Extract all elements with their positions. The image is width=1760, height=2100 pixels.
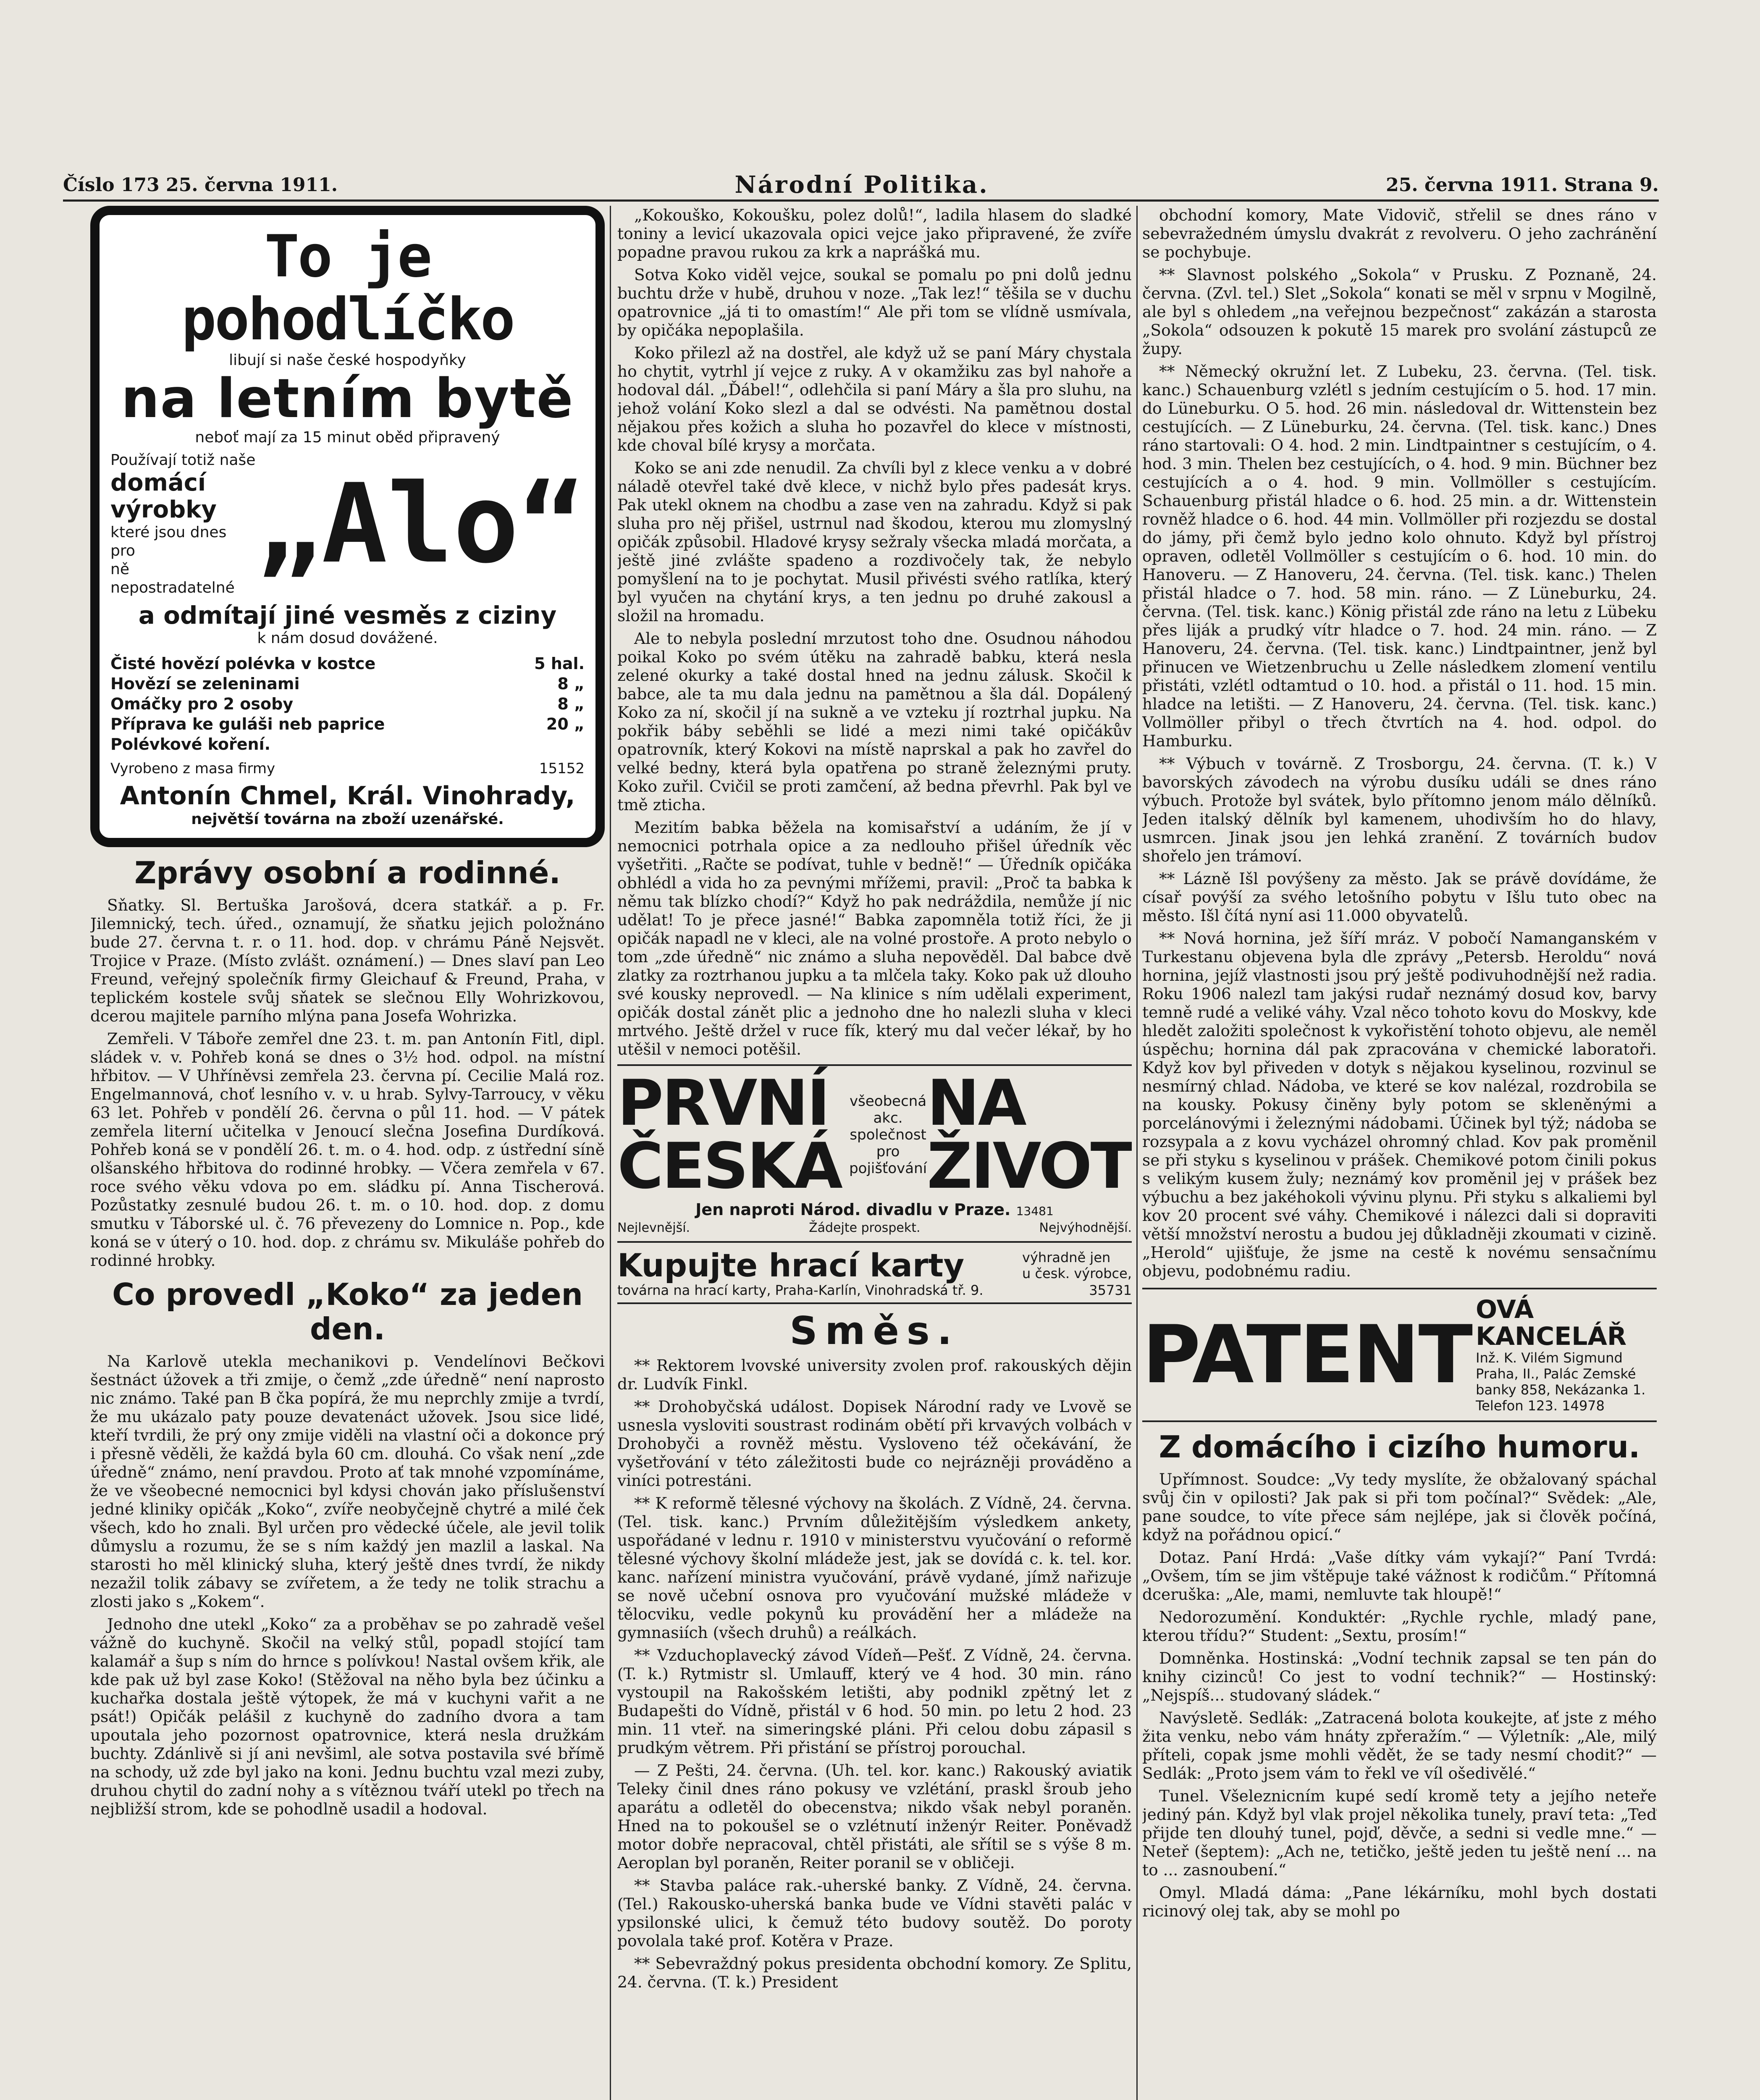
column-rule [1136,206,1138,2100]
header-masthead: Národní Politika. [734,171,989,199]
ad-patent [1142,1288,1657,1422]
section-body-osobni [90,896,605,1270]
ad3-line-row [617,1282,1132,1298]
price-row [110,714,585,734]
price-item: Polévkové koření. [110,735,271,753]
ad4-line: banky 858, Nekázanka 1. [1476,1382,1646,1398]
ad4-number: 14978 [1562,1398,1605,1414]
price-item: Omáčky pro 2 osoby [110,695,294,713]
ad2-mid-line: společnost [850,1126,926,1143]
paragraph: „Kokouško, Kokoušku, polez dolů!“, ladila hlasem do sladké toniny a levicí ukazovala opici vejce jako připravené, že zvíře popadne pravou rukou za krk a naprášká mu. [617,206,1132,261]
section-heading-smes: Směs. [790,1308,960,1353]
paragraph: ** Slavnost polského „Sokola“ v Prusku. Z Poznaně, 24. června. (Zvl. tel.) Slet „Sokola“ konati se měl v srpnu v Mogilně, ale byl s ohledem „na veřejnou bezpečnost“ zakázán a starosta „Sokola“ odsouzen k pokutě 15 marek pro svolání zástupců ze župy. [1142,265,1657,358]
ad-price-list [110,654,585,754]
paragraph: ** Německý okružní let. Z Lubeku, 23. června. (Tel. tisk. kanc.) Schauenburg vzlétl s jedním cestujícím o 5. hod. 17 min. do Lüneburku. O 5. hod. 26 min. následoval dr. Wittenstein bez cestujících. — Z Lüneburku, 24. června. (Tel. tisk. kanc.) Dnes ráno startovali: O 4. hod. 2 min. Lindtpaintner s cestujícím, o 4. hod. 3 min. Thelen bez cestujících, o 4. hod. 9 min. Büchner bez cestujících a o 4. hod. 9 min. Vollmöller s cestujícím. Schauenburg přistál hladce o 6. hod. 25 min. a dr. Wittenstein rovněž hladce o 6. hod. 44 min. Vollmöller při rozjezdu se dostal do jámy, při čemž bylo jedno kolo ohnuto. Když byl přístroj opraven, odletěl Vollmöller s cestujícím o 6. hod. 10 min. do Hanoveru. — Z Hanoveru, 24. června. (Tel. tisk. kanc.) Thelen přistál hladce o 7. hod. 58 min. ráno. — Z Lüneburku, 24. června. (Tel. tisk. kanc.) König přistál zde ráno na letu z Lübeku přes liják a prudký vítr hladce o 7. hod. 24 min. ráno. — Z Hanoveru, 24. června. (Tel. tisk. kanc.) Lindtpaintner, jenž byl přinucen ve Wietzenbruchu u Zelle následkem zlomení ventilu přistáti, vzlétl odtamtud o 10. hod. a přistál o 11. hod. 15 min. hladce na letišti. — Z Hanoveru, 24. června. (Tel. tisk. kanc.) Vollmöller přibyl o třech čtvrtích na 4. hod. odpol. do Hamburku. [1142,362,1657,750]
ad2-right: NA ŽIVOT [927,1067,1132,1203]
paragraph: Tunel. Všeleznicním kupé sedí kromě tety a jejího neteře jediný pán. Když byl vlak projel několika tunely, praví teta: „Teď přijde ten dlouhý tunel, pojď, děvče, a sedni si vedle mne.“ — Neteř (šeptem): „Ach ne, tetičko, ještě jeden tu ještě není ... na to ... zasnoubení.“ [1142,1787,1657,1879]
paragraph: Na Karlově utekla mechanikovi p. Vendelínovi Bečkovi šestnáct úžovek a tři zmije, o čemž „zde úředně“ není naprosto nic známo. Také pan B čka popírá, že mu neprchly zmije a tvrdí, že mu ukázalo paty pouze devatenáct užovek. Jsou sice lidé, kteří tvrdili, že prý ony zmije viděli na vlastní oči a dokonce prý i přesně věděli, že každá byla 60 cm. dlouhá. Co však není „zde úředně“ známo, není pravdou. Proto ať tak mnohé vzpomínáme, že ve všeobecné nemocnici byl kdysi chován jako příslušenství jedné kliniky opičák „Koko“, zvíře neobyčejně chytré a milé ček všech, kdo ho znali. Byl určen pro vědecké účele, ale jevil tolik důmyslu a rozumu, že se s ním každý jen mazlil a laskal. Na starosti ho měl klinický sluha, který ještě dnes tvrdí, že nikdy nezažil tolik zábavy se zvířetem, a že tedy ne tolik strachu a zlosti jako s „Kokem“. [90,1352,605,1611]
paragraph: Ale to nebyla poslední mrzutost toho dne. Osudnou náhodou poikal Koko po svém útěku na zahradě babku, která nesla zelené okurky a také dostal hned na jednu zálusk. Skočil k babce, ale ta mu dala jednu na pamětnou a šla dál. Dopálený Koko za ní, skočil jí na sukně a ve vzteku jí roztrhal jupku. Na pokřik báby seběhli se lidé a mezi nimi také opičákův opatrovník, který Kokovi na místě naprskal a pak ho zavřel do velké bedny, která byla opatřena po straně železnými pruty. Koko zuřil. Cvičil se proti zamčení, až bedna převrhl. Pak byl ve tmě zticha. [617,629,1132,814]
ad-big-line: na letním bytě [121,368,574,430]
section-body-koko [90,1352,605,1818]
paragraph: Sotva Koko viděl vejce, soukal se pomalu po pni dolů jednu buchtu drže v hubě, druhou v noze. „Tak lez!“ těšila se v duchu opatrovnice „já ti to omastím!“ Ale při tom se vlídně usmívala, by opičáka nepoplašila. [617,265,1132,339]
ad2-mid-line: všeobecná akc. [850,1093,927,1126]
ad2-foot-left: Nejlevnější. [617,1221,690,1235]
ad2-foot [617,1221,1132,1235]
paragraph: ** Lázně Išl povýšeny za město. Jak se právě dovídáme, že císař povýší za svého letošního pobytu v Išlu tuto obec na město. Išl čítá nyní asi 11.000 obyvatelů. [1142,869,1657,925]
price-value: 8 „ [557,695,585,713]
column-2 [617,206,1132,2100]
section-heading-koko: Co provedl „Koko“ za jeden den. [112,1277,583,1347]
paragraph: ** Sebevraždný pokus presidenta obchodní komory. Ze Splitu, 24. června. (T. k.) President [617,1954,1132,1991]
paragraph: ** Výbuch v továrně. Z Trosborgu, 24. června. (T. k.) V bavorských závodech na výrobu dusíku událi se dnes ráno výbuch. Protože byl svátek, bylo přítomno jenom málo dělníků. Jeden italský dělník byl kamenem, uhodivším ho do hlavy, usmrcen. Jinak jsou jen lehká zranění. Z továrních budov shořelo jen trámoví. [1142,754,1657,865]
ad-prvni-ceska [617,1064,1132,1243]
section-body-col3 [1142,206,1657,1280]
ad4-line [1476,1398,1657,1414]
paragraph: ** Stavba paláce rak.-uherské banky. Z Vídně, 24. června. (Tel.) Rakousko-uherská banka bude ve Vídni stavěti palác v ypsilonské ulici, k čemuž této budovy soutěž. Do poroty povolala také prof. Kotěra v Praze. [617,1876,1132,1950]
ad-brand-row [110,451,585,597]
ad2-middle [849,1093,927,1177]
ad-karty [617,1249,1132,1304]
paragraph: obchodní komory, Mate Vidovič, střelil se dnes ráno v sebevražedném úmyslu dvakrát z revolveru. O jeho zachránění se pochybuje. [1142,206,1657,261]
ad-line: k nám dosud dovážené. [257,630,438,647]
ad-maker: Antonín Chmel, Král. Vinohrady, [120,781,575,811]
ad-maker-sub: největší továrna na zboží uzenářské. [191,811,504,828]
paragraph: Omyl. Mladá dáma: „Pane lékárníku, mohl bych dostati ricinový olej tak, aby se mohl po [1142,1883,1657,1920]
paragraph: Jednoho dne utekl „Koko“ za a proběhav se po zahradě vešel vážně do kuchyně. Skočil na velký stůl, popadl stojící tam kalamář a šup s ním do hrnce s polívkou! Nastal ovšem křik, ale kde pak už byl zase Koko! (Stěžoval na něho byla bez účinku a kuchařka dostala ještě výtopek, že má v kuchyni vařit a ne psát!) Opičák pelášil z kuchyně do zadního dvora a tam upoutala jeho pozornost opatrovnice, která nesla družkám buchty. Zdánlivě si jí ani nevšiml, ale sotva postavila své břímě na schody, už zde byl jako na koni. Jednu buchtu vzal mezi zuby, druhou chytil do zadní nohy a s vítěznou tváří utekl po třech na nejbližší strom, kde se pohodlně usadil a hodoval. [90,1615,605,1818]
ad2-mid-line: pojišťování [849,1160,927,1177]
ad2-left: PRVNÍ ČESKÁ [617,1067,841,1203]
column-rule [610,206,611,2100]
ad-line: Používají totiž naše [110,452,256,469]
paragraph: Upřímnost. Soudce: „Vy tedy myslíte, že obžalovaný spáchal svůj čin v opilosti? Jak pak si při tom počínal?“ Svědek: „Ale, pane soudce, to víte přece sám nejlépe, jak si člověk počíná, když na pořádnou opicí.“ [1142,1470,1657,1544]
header-issue: Číslo 173 25. června 1911. [63,174,338,196]
column-1 [90,206,605,2100]
paragraph: Nedorozumění. Konduktér: „Rychle rychle, mladý pane, kterou třídu?“ Student: „Sextu, prosím!“ [1142,1608,1657,1645]
paragraph: ** K reformě tělesné výchovy na školách. Z Vídně, 24. června. (Tel. tisk. kanc.) Prvním důležitějším výsledkem ankety, uspořádané v lednu r. 1910 v ministerstvu vyučování o reformě tělesné výchovy školní mládeže jest, jak se dovídá c. k. tel. kor. kanc. nařízení ministra vyučování, právě vydané, jímž nařizuje se nově učební osnova pro vyučování mužské mládeže v tělocviku, vedle pokynů ku provádění her a mládeže na gymnasiích (všech druhů) a reálkách. [617,1494,1132,1642]
ad-line: které jsou dnes pro [110,524,227,559]
price-row [110,734,585,754]
price-row [110,674,585,694]
section-heading-osobni: Zprávy osobní a rodinné. [134,855,561,890]
ad3-row [617,1249,1132,1282]
ad2-number: 13481 [1016,1204,1054,1218]
ad-line: neboť mají za 15 minut oběd připravený [195,429,500,446]
ad4-tail: OVÁ KANCELÁŘ [1476,1295,1627,1351]
ad2-foot-right: Nejvýhodnější. [1039,1221,1132,1235]
ad3-side-line: výhradně jen [1022,1250,1111,1265]
paragraph: Dotaz. Paní Hrdá: „Vaše dítky vám vykají?“ Paní Tvrdá: „Ovšem, tím se jim vštěpuje také vážnost k rodičům.“ Přítomná dceruška: „Ale, mami, nemluvte tak hloupě!“ [1142,1548,1657,1604]
ad-brand-name: „Alo“ [256,461,585,588]
paragraph: ** Drohobyčská událost. Dopisek Národní rady ve Lvově se usnesla vysloviti soustrast rodinám obětí při krvavých volbách v Drohobyči a rovněž městu. Vysloveno též očekávání, že vyšetřování v této záležitosti bude co nejrázněji prováděno a viníci potrestáni. [617,1397,1132,1490]
ad-line: ně nepostradatelné [110,561,235,596]
ad4-phone: Telefon 123. [1476,1398,1558,1414]
ad3-line: továrna na hrací karty, Praha-Karlín, Vinohradská tř. 9. [617,1282,984,1298]
ad-made: Vyrobeno z masa firmy [110,760,275,777]
ad4-line: Praha, II., Palác Zemské [1476,1366,1636,1382]
price-row [110,654,585,674]
price-item: Čisté hovězí polévka v kostce [110,654,376,673]
paragraph: ** Nová hornina, jež šíří mráz. V pobočí Namanganském v Turkestanu objevena byla dle zprávy „Petersb. Heroldu“ nová hornina, jejíž vlastnosti jsou prý ještě podivuhodnější než radia. Roku 1906 nalezl tam jakýsi rudař neznámý dosud kov, barvy temně rudé a veliké váhy. Vzal něco tohoto kovu do Moskvy, kde hledět založiti společnost k vykořistění tohoto objevu, ale neměl úspěchu; hornina dál pak zpracována v chemické laboratoři. Když kov byl přiveden v dotyk s nějakou kyselinou, rozvinul se nesmírný chlad. Nádoba, ve které se kov nalézal, rozdrobila se na kousky. Pokusy činěny byly potom se skleněnými a porcelánovými i železnými nádobami. Účinek byl týž; nádoba se rozsypala a z kovu vycházel ohromný chlad. Kov pak proměnil se při styku s kyselinou v prášek. Chemikové potom činili pokus s velikým kusem žuly; neznámý kov proměnil jej v prášek bez výbuchu a bez jakéhokoli vývinu plynu. Při styku s alkaliemi byl kov 20 procent své váhy. Chemikové i nálezci dali si dopraviti větší množství nerostu a budou jej důkladněji zkoumati v cizině. „Herold“ ujišťuje, že jsme na cestě k novému sensačnímu objevu, podobnému radiu. [1142,929,1657,1280]
price-row [110,694,585,714]
page-header [63,170,1659,202]
ad-number: 15152 [539,760,585,777]
ad4-info [1476,1296,1657,1414]
ad2-mid-line: pro [876,1143,900,1160]
ad3-side [1022,1250,1132,1281]
ad3-side-line: u česk. výrobce, [1022,1265,1132,1281]
paragraph: ** Vzduchoplavecký závod Vídeň—Pešť. Z Vídně, 24. června. (T. k.) Rytmistr sl. Umlauff, který ve 4 hod. 30 min. ráno vystoupil na Rakošském letišti, aby podnikl zpětný let z Budapešti do Vídně, přistál v 6 hod. 50 min. po letu 2 hod. 23 min. 11 vteř. na simeringské pláni. Při celou dobu zápasil s prudkým větrem. Při přistání se přístroj porouchal. [617,1646,1132,1757]
paragraph: — Z Pešti, 24. června. (Uh. tel. kor. kanc.) Rakouský aviatik Teleky činil dnes ráno pokusy ve vzlétání, praskl šroub jeho aparátu a odletěl do obecenstva; nikdo však nebyl poraněn. Hned na to pokoušel se o vzlétnutí inženýr Reiter. Poněvadž motor dobře nepracoval, chtěl přistáti, ale sřítil se s výše 8 m. Aeroplan byl poraněn, Reiter poranil se v obličeji. [617,1761,1132,1872]
section-body-smes [617,1356,1132,1991]
paragraph: Zemřeli. V Táboře zemřel dne 23. t. m. pan Antonín Fitl, dipl. sládek v. v. Pohřeb koná se dnes o 3½ hod. odpol. na místní hřbitov. — V Uhříněvsi zemřela 23. června pí. Cecilie Malá roz. Engelmannová, choť lesního v. v. u hrab. Sylvy-Tarroucy, v věku 63 let. Pohřeb v pondělí 26. června o půl 11. hod. — V pátek zemřela literní učitelka v Jenoucí slečna Josefina Durdíková. Pohřeb koná se v pondělí 26. t. m. o 4. hod. odp. z ústřední síně olšanského hřbitova do rodinné hrobky. — Včera zemřela v 67. roce svého věku vdova po em. sládku pí. Anna Tischerová. Pozůstatky zesnulé budou 26. t. m. o 10. hod. dop. z domu smutku v Táborské ul. č. 76 převezeny do Lomnice n. Pop., kde koná se v úterý o 10. hod. dop. z chrámu sv. Mikuláše pohřeb do rodinné hrobky. [90,1029,605,1270]
paragraph: Koko se ani zde nenudil. Za chvíli byl z klece venku a v dobré náladě otevřel také dvě klece, v nichž bylo přes padesát krys. Pak utekl oknem na chodbu a zase ven na zahradu. Když si pak sluha pro něj přišel, ustrnul nad škodou, kterou mu zlomyslný opičák způsobil. Hladové krysy sežraly všecka mladá morčata, a ještě jiné zvlášte spadeno a rozdivočely tak, že nebylo pomyšlení na to je pochytat. Musil přivésti svého ratlíka, který byl vyučen na chytání krys, a ten jednu po druhé zakousl a složil na hromadu. [617,459,1132,625]
price-value: 5 hal. [534,654,585,673]
ad-pohodlicko [90,206,605,847]
paragraph: Sňatky. Sl. Bertuška Jarošová, dcera statkář. a p. Fr. Jilemnický, tech. úřed., oznamují, že sňatku jejich položnáno bude 27. června t. r. o 11. hod. dop. v chrámu Páně Nejsvět. Trojice v Praze. (Místo zvlášt. oznámení.) — Dnes slaví pan Leo Freund, veřejný společník firmy Gleichauf & Freund, Praha, v teplickém kostele svůj sňatek se slečnou Elly Wohrizkovou, dcerou majitele parního mlýna pana Josefa Wohrizka. [90,896,605,1025]
ad4-big: PATENT [1142,1308,1472,1401]
price-value: 8 „ [557,675,585,693]
ad-foot [110,760,585,777]
column-3 [1142,206,1657,2100]
price-value: 20 „ [546,715,585,733]
ad-line: libují si naše české hospodyňky [229,352,466,369]
ad2-row [617,1067,1132,1203]
header-page: 25. června 1911. Strana 9. [1386,174,1659,196]
section-heading-humor: Z domácího i cizího humoru. [1159,1429,1640,1465]
ad2-foot-mid: Žádejte prospekt. [809,1221,921,1235]
ad-brand-text [110,451,256,597]
paragraph: ** Rektorem lvovské university zvolen prof. rakouských dějin dr. Ludvík Finkl. [617,1356,1132,1393]
paragraph: Koko přilezl až na dostřel, ale když už se paní Máry chystala ho chytit, vytrhl jí vejce z ruky. A v okamžiku zas byl nahoře a hodoval dál. „Ďábel!“, odlehčila si paní Máry a šla pro sluhu, na jehož volání Koko slezl a dal se odvésti. Na pamětnou dostal nějakou přes kožich a sluha ho pozavřel do klece v místnosti, kde choval bílé krysy a morčata. [617,344,1132,454]
ad2-address [617,1200,1132,1219]
paragraph: Domněnka. Hostinská: „Vodní technik zapsal se ten pán do knihy cizinců! Co jest to vodní technik?“ — Hostinský: „Nejspíš... studovaný sládek.“ [1142,1649,1657,1704]
ad-line: domácí výrobky [110,469,217,523]
ad3-number: 35731 [1089,1282,1132,1298]
ad2-address-text: Jen naproti Národ. divadlu v Praze. [695,1200,1011,1219]
section-body-humor [1142,1470,1657,1920]
paragraph: Mezitím babka běžela na komisařství a udáním, že jí v nemocnici potrhala opice a za nedlouho přišel úředník věc vyšetřiti. „Račte se podívat, tuhle v bedně!“ — Úředník opičáka obhlédl a vida ho za pevnými mřížemi, pravil: „Proč ta babka k němu tak blízko chodí?“ Když ho pak nedráždila, nemůže jí nic udělat! To je přece jasné!“ Babka zapomněla totiž říci, že ji opičák napadl ne v kleci, ale na volné prostoře. A proto nebylo o tom „zde úředně“ nic známo a sluha nepověděl. Dal babce dvě zlatky za roztrhanou jupku a ta mlčela taky. Koko pak už dlouho své kousky neprovedl. — Na klinice s ním udělali experiment, opičák dostal zánět plic a jednoho dne ho nalezli sluha v kleci mrtvého. Ještě držel v ruce fík, který mu dal večer lékař, by ho utěšil v nemoci potěšil. [617,818,1132,1058]
section-body-koko-cont [617,206,1132,1058]
paragraph: Navýsletě. Sedlák: „Zatracená bolota koukejte, ať jste z mého žita venku, nebo vám hnáty zpřeražím.“ — Výletník: „Ale, milý příteli, copak jsme mohli vědět, že se tady nesmí chodit?“ — Sedlák: „Proto jsem vám to řekl ve víl ošedivělé.“ [1142,1709,1657,1782]
ad-title: To je pohodlíčko [181,223,514,353]
ad3-big: Kupujte hrací karty [617,1247,965,1284]
price-item: Příprava ke guláši neb paprice [110,715,385,733]
price-item: Hovězí se zeleninami [110,675,300,693]
ad-line: a odmítají jiné vesměs z ciziny [138,601,557,630]
ad4-line: Inž. K. Vilém Sigmund [1476,1350,1623,1366]
